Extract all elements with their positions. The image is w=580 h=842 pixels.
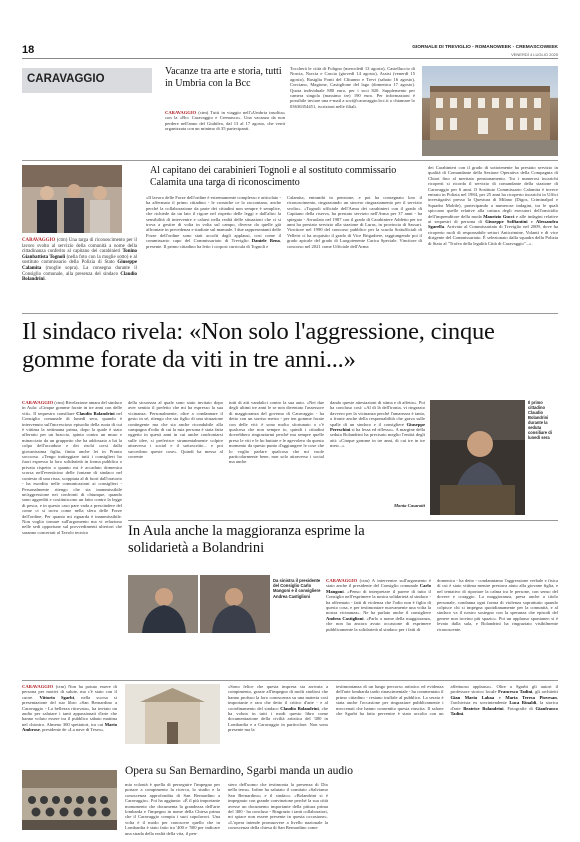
divider-1 — [22, 160, 558, 161]
bold-name: Beatrice Bolandrini — [463, 705, 504, 711]
text-run: . — [463, 711, 465, 717]
text-run: si ha lessa ed riflesso». A margine della seduta Bolandrini ha precisato meglio l'entità degli atti: «Cinque gomme in tre anni, di cui tre in tre mesi...». — [330, 427, 425, 449]
bold-name: Daniele Bena — [251, 238, 280, 244]
text-run: . Arrivato al Commissariato di Treviglio nel 2009, dove ha ricoperto ruoli di responsabile settori Anticrimine, Volanti e di vice dirigente del Commissariato. È selezionato dalla squadra della Polizia di Stato al "Trofeo della legalità Città di Caravaggio"...». — [428, 224, 558, 246]
bold-name: Maurizio Gucci — [483, 213, 515, 219]
bold-name: Carlo Mangoni — [326, 583, 431, 594]
carabinieri-col2 — [287, 195, 422, 310]
ceremony-photo-top — [22, 165, 122, 233]
ceremony-illustration — [22, 165, 122, 233]
aula-col2 — [437, 578, 558, 663]
bold-name: Maria Teresa Piovesan — [505, 694, 557, 700]
bold-name: Mario Ambrose — [22, 721, 117, 733]
bold-name: Gianfranco Tadini — [450, 705, 558, 717]
sgarbi-lead — [22, 684, 117, 766]
divider-4 — [22, 680, 558, 681]
text-run: tutti di atti vandalici contro la sua auto. «Nei due degli ultimi tre anni le se non diventato l'assessore di maggioranza del governo di Caravaggio - ha detto con un sorriso mesto - per ten gomme forate con delle viti: è sono molto sfortunato o c'è qualcosa che non sempre io, quindi i cittadini dovrebbero ringraziarmi perché ma sempre quelle preso le viti e le ho buttate e le agevolero da questo momento da questo punto d'aggiungere le cose che lo voglio parlare qualcosa che mi vuole particolarmente bene, non solo attraverso i social ma anche — [229, 400, 324, 465]
building-illustration — [422, 66, 558, 156]
text-run: , presente. Il primo cittadino ha letto i corposi curricula di Tognoli e — [146, 238, 282, 249]
bold-name: Claudio Bolandrini — [76, 410, 115, 416]
bold-name: Vittorio Sgarbi — [39, 694, 75, 700]
text-run: (ctm) Non ha potuto essere di persona per motivi di salute, ma c'è stato con il cuore. — [22, 684, 117, 700]
bold-name: Claudio Bolandrini — [22, 271, 137, 283]
dateline: CARAVAGGIO — [22, 684, 54, 689]
paper-name: GIORNALE DI TREVIGLIO - ROMANOWEEK - CREMASCOWEEK — [412, 45, 558, 50]
text-run: (nella foto con la moglie sotto) e al sostituto commissario della Polizia di Stato — [22, 254, 137, 266]
church-photo — [125, 684, 220, 744]
text-run: «Il lavoro delle Forze dell'ordine è estremamente complesso e articolato - ha affermato il primo cittadino - le cronache ce lo raccontano, anche perché la collaborazione da parte dei cittadini non sempre è semplice, che richiede da un lato il rigore nel rispetto delle leggi e dall'altro la sensibilità di intervenire e calarsi nella realtà delle situazioni che ci si trova a gestire di volta in volta sul campo, diverse da quelle già affrontate in precedenza e studiate sul manuale. I due rappresentanti delle Forze dell'ordine sono stati accolti dagli applausi, cosi come il commissario capo del Commissariato di Treviglio — [146, 195, 282, 244]
text-run: , l'archivista ex sovrintendente — [450, 694, 558, 706]
vacanze-col2 — [290, 66, 415, 156]
bold-name: Giuseppe Calamita — [22, 260, 137, 271]
vacanze-headline: Vacanze tra arte e storia, tutti in Umbria con la Bcc — [165, 66, 282, 89]
text-run: , la storica d'arte — [450, 700, 558, 711]
sindaco-byline: Monia Casarotti — [393, 503, 425, 508]
text-run: . «Parlo a nome della maggioranza, che non ha ancora avuto occasione di esprimere pubblicamente la solidarietà al sindaco per i fatti di — [326, 615, 431, 632]
sgarbi-col-a — [228, 684, 328, 762]
mayor-photo-caption: Il primo cittadino Claudio Bolandrini durante la seduta consiliare di lunedì sera — [528, 400, 552, 440]
dateline: CARAVAGGIO — [165, 110, 197, 115]
mayor-illustration — [430, 400, 525, 515]
carabinieri-headline: Al capitano dei carabinieri Tognoli e al sostituto commissario Calamita una targa di riconoscimento — [150, 165, 397, 188]
text-run: testimonianza di un lungo percorso artistico ed evidenza dell'arte lombarda tardo rinascimentale - ha commentato il primo cittadino - restano truffale al pubblico. La serata è stata anche l'occasione per ringraziare pubblicamente i meccenati che hanno consentito questa riuscita. Il salone che Sgarbi ha fatto pervenire è stato accolto con un affettuoso applauso». Oltre a Sgarbi gli autori il professore storico locale — [336, 684, 558, 717]
dateline: CARAVAGGIO — [22, 238, 56, 243]
text-run: (ctm) Tutti in viaggio nell'«Umbria insolita» con la «Bcc Caravaggio e Cremasco». Una vacanza da non perdere nell'anno del Giubileo, dal 13 al 17 agosto, che verrà organizzata con un minimo di 35 partecipanti. — [165, 110, 285, 132]
text-run: Toccherà le città di Foligno (mercoledì 13 agosto), Castelluccio di Norcia, Norcia e Cascia (giovedì 14 agosto), Assisi (venerdì 15 agosto), Rasiglia Fonti del Clitunno e Trevi (sabato 16 agosto), Corciano, Magione, Castiglione del lago (domenica 17 agosto). Quota individuale 880 euro, per i soci 820. Supplemento per camera singola (massimo tre) 190 euro. Per informazioni è possibile inviare una e-mail a soci@caravaggio.bcc.it o chiamare lo 03636354451, iscrizioni nelle filiali. — [290, 66, 415, 109]
sgarbi-col3 — [336, 684, 558, 832]
text-run: , nella scorsa si presentazione del suo libro «San Bernardino a Caravaggio - La bellezza ritrovata», ha inviato un audio per salutare i tanti appassionati d'arte che hanno voluto essere tra il pubblico sabato mattina nel chiostro. Almeno 300 spettatori, tra cui — [22, 694, 117, 727]
sindaco-col1 — [22, 400, 122, 720]
section-label: CARAVAGGIO — [22, 68, 152, 93]
vacanze-col1 — [165, 110, 285, 155]
text-run: . — [44, 277, 46, 283]
page-number: 18 — [22, 44, 35, 56]
text-run: domenica - ha detto - condanniamo l'aggressione verbale e fisica di cui è stato vittima mentre prestava aiuto alla giovane figlia, e nel tentativo di riportare la calma tra le persone, con senso del dovere e coraggio. La maggioranza, presa anche a titolo personale, condanna ogni forma di violenza soprattutto quando colpisce chi si impegna quotidianamente per la comunità, e al sindaco va il nostro sostegno con la speranza che episodi del genere non trovino più spazio». Poi un applauso spontaneo si è levato dalla sala, e Bolandrini ha ringraziato visibilmente riconoscente. — [437, 578, 558, 632]
bold-name: Andrea Castiglioni — [326, 615, 364, 621]
council-photo-caption: Da sinistra il presidente del Consiglio Carlo Mangoni e il consigliere Andrea Castiglioni — [273, 578, 321, 599]
text-run: , gli architetti — [532, 689, 558, 695]
text-run: mia volontà è quella di perseguire l'impegno per portare a compimento la ricerca, lo studio e la conoscenza approfondita di San Bernardino a Caravaggio». Poi ha aggiunto: «È il più importante monumento che documenta la grandezza dell'arte lombarda e l'impegno in nome della Chiesa prima che il Caravaggio compia i suoi capolavori. Una volta è il modo per conoscere quello che in Lombardia è stato fatto tra '400 e '500 per indicare una strada della realtà della vita, il pen- — [125, 782, 220, 836]
audience-illustration — [22, 770, 117, 830]
sindaco-col3 — [229, 400, 324, 517]
text-run: (ctm) Rivelazione amara del sindaco in Aula: «Cinque gomme forate in tre anni con delle viti». Il sequestro consiliare — [22, 400, 122, 416]
carabinieri-lead — [22, 238, 137, 310]
council-illustration-1 — [128, 575, 198, 633]
text-run: . «Penso di interpretare il parere di tutto il Consiglio nell'esprimere la nostra solidarietà al sindaco - ha affermato - fatti di violenza che l'odio non è figlio di questo cosa, e per testimoniare nuovamente una volta la nostra vicinanza». Ne ha parlato anche il consigliere — [326, 588, 431, 616]
sindaco-col2 — [128, 400, 223, 517]
text-run: «Sono felice che questa impresa sia arrivata a compimento, grazie all'impegno di molti studiosi che hanno profuso la loro conoscenza su una materia così importante e rara che detto il critico d'arte - e al coordinamento del sindaco — [228, 684, 328, 711]
sindaco-headline: Il sindaco rivela: «Non solo l'aggressione, cinque gomme forate da viti in tre anni...» — [22, 318, 495, 373]
text-run: nel Consiglio comunale di lunedì sera, quando è intervenuto sull'increscioso episodio della ruota di cui è vittima la settimana prima, dopo la quale è stato afferrato per un braccio, spinto contro un muro e minacciato da un gruppetto che ha addossato a lui la colpa dell'accaduto e dei rischi corsi dalla giovanissima figlia, finita anche lei in Pronto soccorso. «Tengo tratteggiare tutti i consiglieri ho fuori espresso la loro solidarietà in forma pubblica o privata rispetto a quanto mi è accaduto domenica scorsa nell'eventicino delle fontane di sindaco nel contesto di una rissa, scoppiata al di fuori dall'oratorio - ha esordito nelle comunicazioni ai consiglieri - Personalmente ritengo che sia inammissibile un'aggressione nei confronti di chiunque, quando sono aggrediti e costituiscono un fatto contro la legge di pesca, e in questo caso pare vada a prescindere del come ci si trova come nella sfera delle Forze dell'ordine. Per quanto mi riguarda è inammissibile. Non voglio tornare sull'argomento ma vi relaziono nelle sedi opportune sul provvedimenti ulteriori che saranno concertati al Tavolo tecnico — [22, 410, 122, 535]
bold-name: Tonino Gianbattista Tognoli — [22, 249, 137, 260]
carabinieri-col1 — [146, 195, 281, 310]
carabinieri-col3 — [428, 165, 558, 310]
audience-photo — [22, 770, 117, 830]
bold-name: Giuseppe Pereschini — [330, 421, 425, 433]
text-run: dei Carabinieri con il grado di sottotenente ha prestato servizio in qualità di Comandante della Sezione Operativa della Compagnia di Chiari fino al meritato pensionamento. Tra i numerosi incarichi ricoperti si ricorda il servizio di comandante della stazione di Caravaggio per 6 anni. Il Sostituto Commissario Calamita è invece entrato in Polizia nel 1984, per 25 anni ha ricoperto incarichi in Uffici investigativi presso la Questura di Milano (Digos, Criminalpol e Squadra Mobile), partecipando a numerose indagini, tra le quali spiccano quelle relative alla cattura degli esecutori dell'omicidio dell'imprenditore della moda — [428, 165, 558, 219]
text-run: (ctm) A intervenire sull'argomento è stato anche il presidente del Consiglio comunale — [326, 578, 431, 589]
dateline: CARAVAGGIO — [22, 400, 54, 405]
sgarbi-headline: Opera su San Bernardino, Sgarbi manda un audio — [125, 765, 354, 777]
council-photo-1 — [128, 575, 198, 633]
bold-name: Gian Maria Labaa — [450, 694, 495, 700]
council-photo-2 — [200, 575, 270, 633]
text-run: e alle indagini relative ai sequestri di persona di — [428, 213, 558, 225]
mayor-photo — [430, 400, 525, 515]
text-run: e — [494, 694, 506, 700]
divider-3 — [128, 520, 558, 521]
building-photo — [422, 66, 558, 156]
aula-col1 — [326, 578, 431, 663]
aula-headline: In Aula anche la maggioranza esprime la solidarietà a Bolandrini — [128, 523, 365, 556]
issue-date: VENERDÌ 4 LUGLIO 2025 — [511, 52, 558, 57]
text-run: . Fotografie di — [503, 705, 536, 711]
bold-name: Francesco Tadini — [498, 689, 533, 695]
text-run: , presidente de «La nave di Teseo». — [39, 727, 105, 733]
sindaco-col4 — [330, 400, 425, 500]
bold-name: Alessandra Sgarella — [428, 219, 558, 230]
text-run: (ctm) Una targa di riconoscimento per il lavoro svolto al servizio della comunità a nome della cittadinanza conferito al capitano dei carabinieri — [22, 238, 137, 255]
council-illustration-2 — [200, 575, 270, 633]
church-illustration — [125, 684, 220, 744]
text-run: (moglie sopra). La consegna durante il Consiglio comunale, alla presenza del sindaco — [22, 265, 137, 277]
text-run: della sicurezza al quale sono stato invitato dopo aver sentito il prefetto che mi ha espresso la sua vicinanza. Personalmente, oltre a condannare il gesto in sé, ritengo che sia figlio di una situazione contingente ma che sia anche ricondubile alla campagna d'odio di cui la mia persona è stata fatta oggetto in questi anni in cui anche confrontarsi sulle idee, si preferisce strumentalmente colpire attraverso i social e il sottoscritto... e poi succedono queste cose». Quindi ha messo al corrente — [128, 400, 223, 460]
sgarbi-col2 — [228, 782, 328, 832]
text-run: dando queste attestazioni di stima e di affetto». Poi ha concluso così: «Al di là dell'ironia, vi ringrazio davvero per la vicinanza perché l'amarezza è tanta, a fronte anche della responsabilità che grava sulle spalle di un sindaco e il consigliere — [330, 400, 425, 427]
bold-name: Claudio Bolandrini — [280, 705, 319, 711]
bold-name: Luca Rinaldi — [509, 700, 537, 706]
text-run: e — [527, 219, 537, 225]
divider-2 — [22, 313, 558, 314]
text-run: siero dell'uomo che testimonia la presenza di Dio nella terra». Infine ha salutato il comitato «Salviamo San Bernardino» e il sindaco. «Bolandrini si è impegnato con grande convinzione perché la sua città avesse un documento importante della pittura prima del '400 - ha concluso - Ringrazio i tanti collaboratori, mi spiace non essere presente in questa occasione». «L'opera intende promuovere a livello nazionale la conoscenza della chiesa di San Bernardino come — [228, 782, 328, 831]
header-rule — [22, 58, 558, 59]
dateline: CARAVAGGIO — [326, 578, 358, 583]
text-run: , che ha voluto in tutti i modi questo libro come documentazione della civiltà artistica del '400 in Lombardia e a Caravaggio in particolare. Non sono presente ma la — [228, 705, 328, 733]
sgarbi-col1 — [125, 782, 220, 836]
text-run: Calamita, entrambi in pensione, e poi ha consegnato loro il riconoscimento, ringraziando un sincero ringraziamento per il servizio svolto». «Tognoli ufficiale dell'Arma dei carabinieri con il grado di Capitano della riserva, ha prestato servizio nell'Arma per 37 anni - ha spiegato - Arruolato nel 1987 con il grado di Carabiniere Addetto per tre anni ha prestato servizio alla stazione di Luras, in provincia di Sassari. Vincitore nel 1990 del concorso pubblico per la scuola Sottufficiali di Velletri ci ha acquisito il grado di Vice Brigadiere, raggiungendo poi il grado apicale del grado di Luogotenente Carica Speciale. Vincitore di concorso nel 2021 come Ufficiale dell'Arma — [287, 195, 422, 249]
bold-name: Giuseppe Soffiantini — [485, 219, 528, 225]
